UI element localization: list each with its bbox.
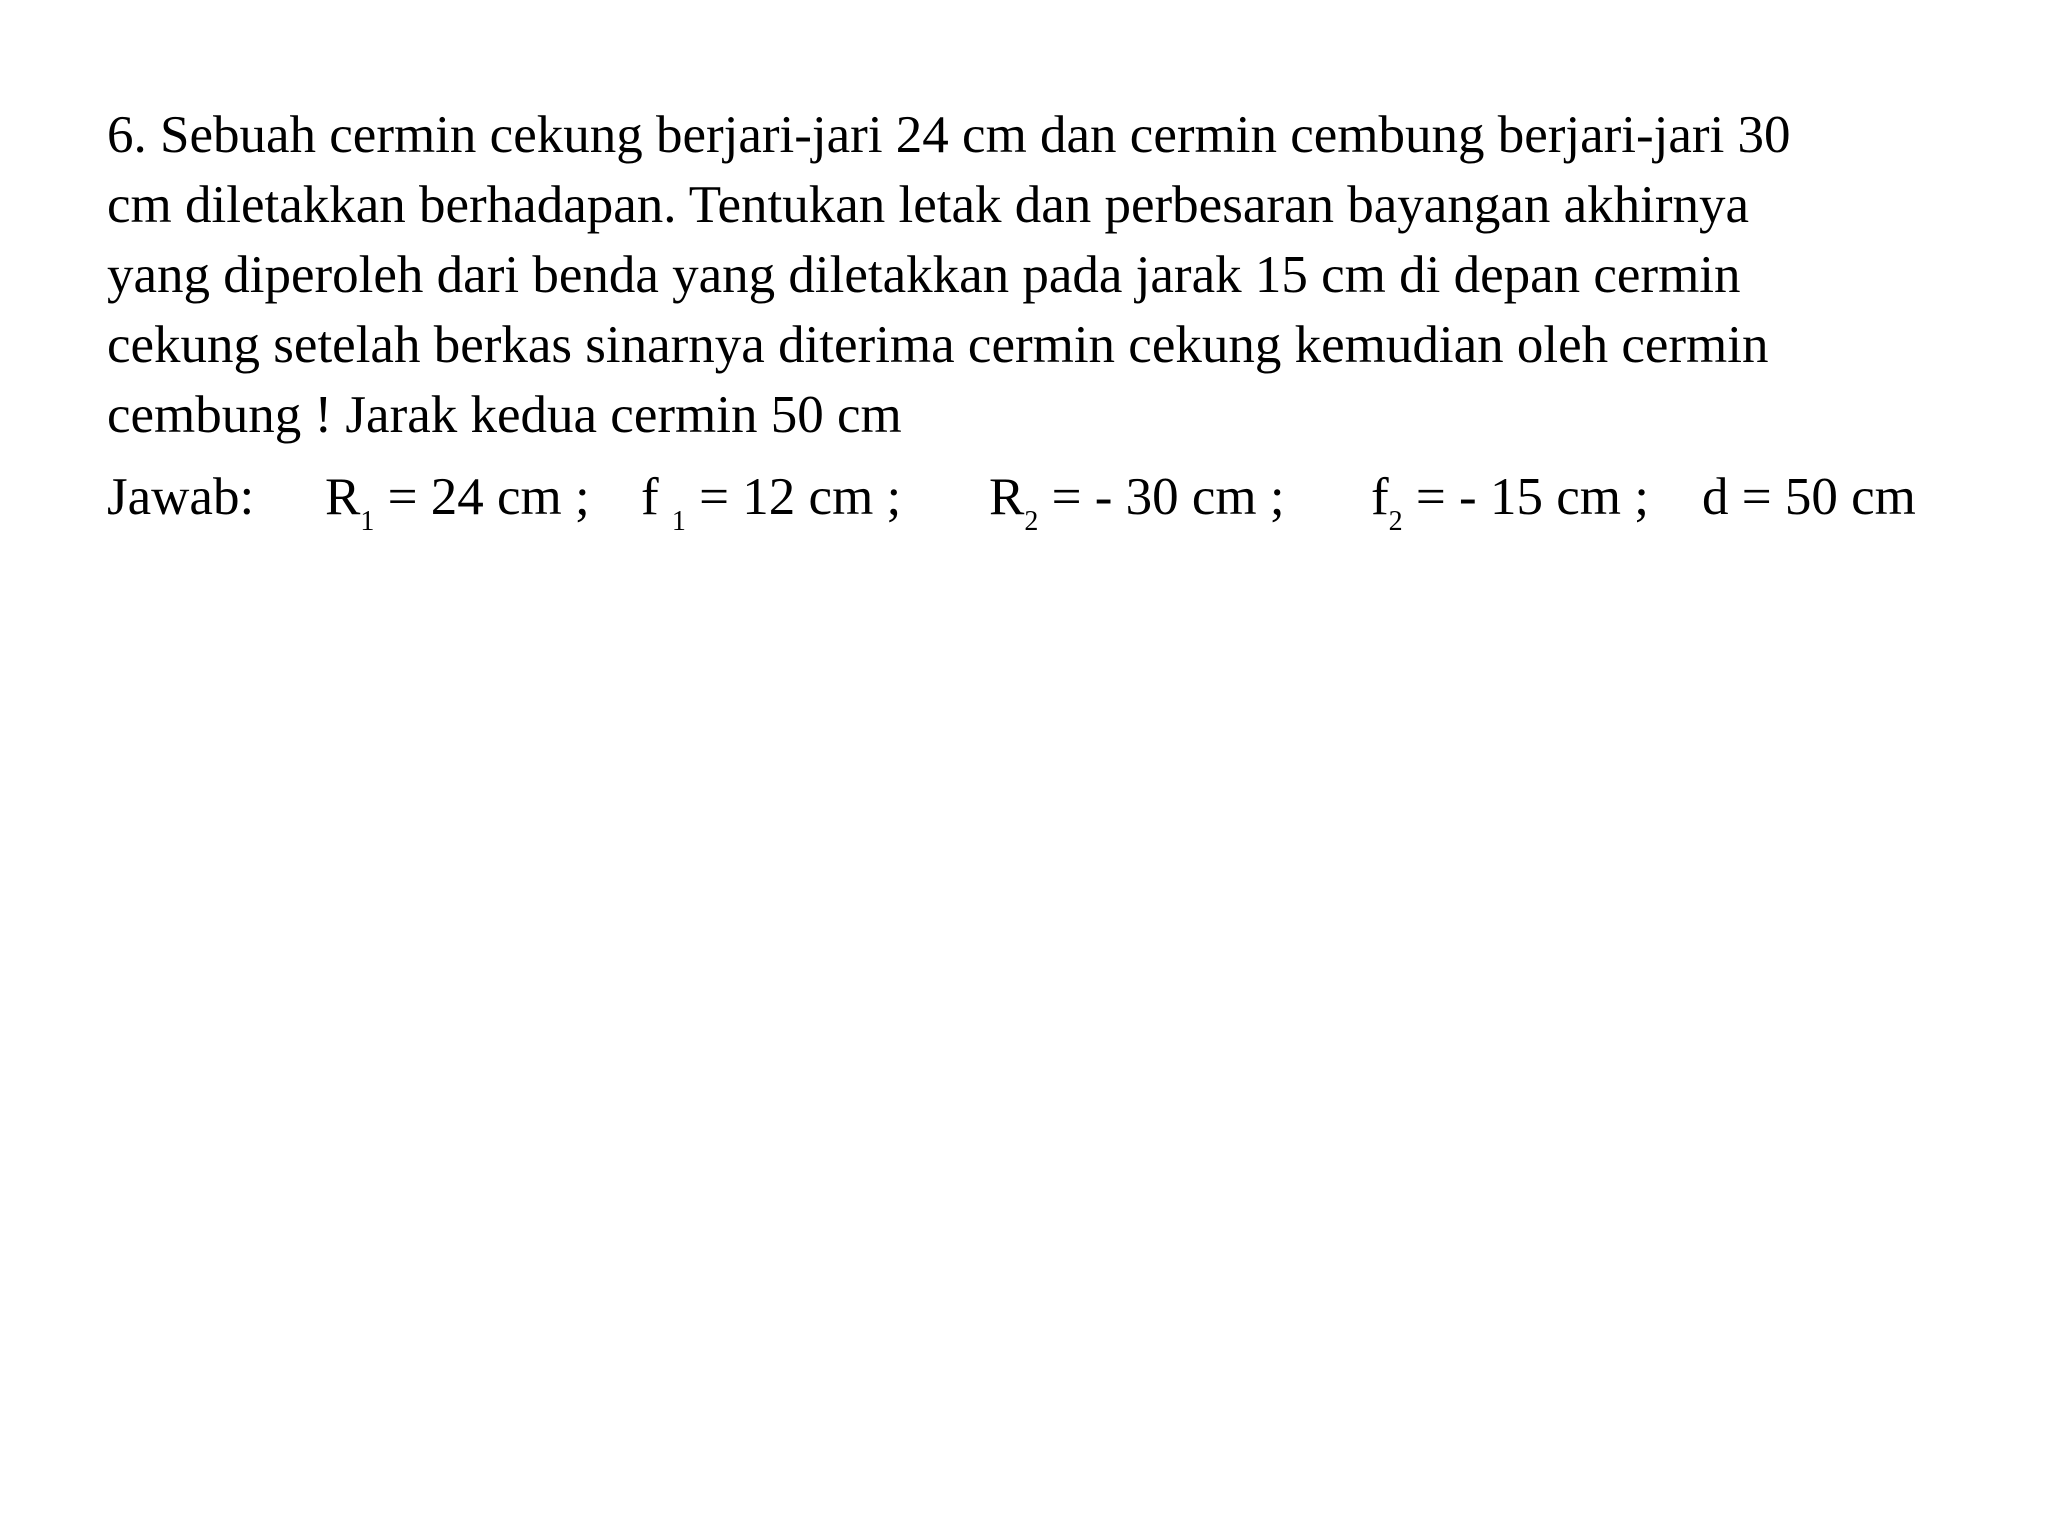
problem-line: cembung ! Jarak kedua cermin 50 cm xyxy=(107,386,902,444)
r2-subscript: 2 xyxy=(1024,506,1039,537)
answer-line xyxy=(107,462,2007,542)
answer-r2 xyxy=(989,462,1285,541)
r1-symbol: R xyxy=(325,468,361,526)
problem-line: yang diperoleh dari benda yang diletakkan pada jarak 15 cm di depan cermin xyxy=(107,246,1741,304)
problem-line: cekung setelah berkas sinarnya diterima cermin cekung kemudian oleh cermin xyxy=(107,316,1769,374)
f1-value: = 12 cm ; xyxy=(699,468,902,526)
r2-symbol: R xyxy=(989,468,1025,526)
r1-subscript: 1 xyxy=(360,506,375,537)
answer-f2 xyxy=(1371,462,1649,541)
f1-symbol: f xyxy=(641,468,672,526)
f2-value: = - 15 cm ; xyxy=(1415,468,1649,526)
f2-symbol: f xyxy=(1371,468,1389,526)
answer-r1 xyxy=(325,462,590,541)
r2-value: = - 30 cm ; xyxy=(1051,468,1285,526)
problem-line: 6. Sebuah cermin cekung berjari-jari 24 cm dan cermin cembung berjari-jari 30 xyxy=(107,106,1791,164)
answer-d: d = 50 cm xyxy=(1702,468,1916,526)
answer-f1 xyxy=(641,462,901,541)
r1-value: = 24 cm ; xyxy=(387,468,590,526)
problem-line: cm diletakkan berhadapan. Tentukan letak dan perbesaran bayangan akhirnya xyxy=(107,176,1750,234)
f1-subscript: 1 xyxy=(671,506,686,537)
problem-text xyxy=(107,100,1987,450)
answer-label: Jawab: xyxy=(107,468,255,526)
f2-subscript: 2 xyxy=(1388,506,1403,537)
